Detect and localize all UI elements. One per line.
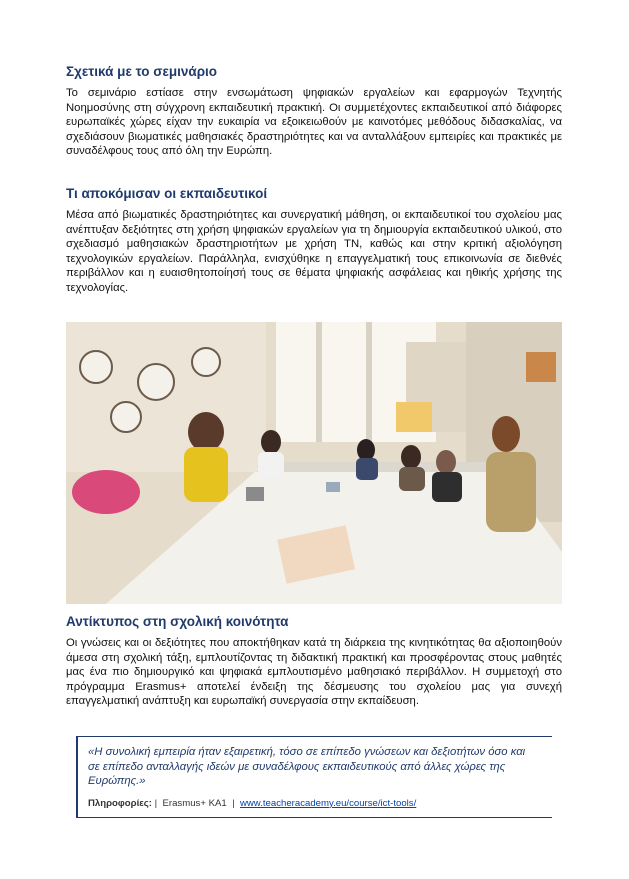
info-separator: | bbox=[154, 797, 158, 809]
section-school-impact bbox=[66, 614, 562, 709]
section-text-about: Το σεμινάριο εστίασε στην ενσωμάτωση ψηφιακών εργαλείων και εφαρμογών Τεχνητής Νοημοσύνης στη σύγχρονη εκπαιδευτική πρακτική. Οι συμμετέχοντες εκπαιδευτικοί από διάφορες ευρωπαϊκές χώρες είχαν την ευκαιρία να εξοικειωθούν με καινοτόμες μεθόδους διδασκαλίας, να σχεδιάσουν βιωματικές μαθησιακές δραστηριότητες και να ανταλλάξουν εμπειρίες και πρακτικές με συναδέλφους τους από όλη την Ευρώπη. bbox=[66, 87, 562, 158]
info-line bbox=[88, 798, 540, 809]
classroom-photo-illustration bbox=[66, 322, 562, 604]
section-heading-gains: Τι αποκόμισαν οι εκπαιδευτικοί bbox=[66, 186, 268, 201]
info-program: Erasmus+ KA1 bbox=[162, 797, 227, 809]
testimonial-box bbox=[76, 736, 552, 818]
section-heading-about: Σχετικά με το σεμινάριο bbox=[66, 64, 218, 79]
info-label: Πληροφορίες: bbox=[88, 797, 152, 809]
section-teacher-gains bbox=[66, 186, 562, 296]
section-text-impact: Οι γνώσεις και οι δεξιότητες που αποκτήθηκαν κατά τη διάρκεια της κινητικότητας θα αξιοποιηθούν άμεσα στη σχολική τάξη, εμπλουτίζοντας τη διδακτική πρακτική και προσφέροντας στους μαθητές μας ένα πιο δημιουργικό και ψηφιακά εμπλουτισμένο μαθησιακό περιβάλλον. Η συμμετοχή στο πρόγραμμα Erasmus+ αποτελεί ένδειξη της δέσμευσης του σχολείου μας για συνεχή επαγγελματική ανάπτυξη και ευρωπαϊκή συνεργασία στην εκπαίδευση. bbox=[66, 637, 562, 708]
section-text-gains: Μέσα από βιωματικές δραστηριότητες και συνεργατική μάθηση, οι εκπαιδευτικοί του σχολείου μας ανέπτυξαν δεξιότητες στη χρήση ψηφιακών εργαλείων για τη δημιουργία εκπαιδευτικού υλικού, στο σχεδιασμό μαθησιακών δραστηριοτήτων με χρήση ΤΝ, καθώς και στην κριτική αξιολόγηση τεχνολογικών εργαλείων. Παράλληλα, ενισχύθηκε η επαγγελματική τους επικοινωνία σε διεθνές περιβάλλον και η ευαισθητοποίησή τους σε θέματα ψηφιακής ασφάλειας και ηθικής χρήσης της τεχνολογίας. bbox=[66, 209, 562, 294]
section-heading-impact: Αντίκτυπος στη σχολική κοινότητα bbox=[66, 614, 289, 629]
seminar-photo bbox=[66, 322, 562, 604]
section-about-seminar bbox=[66, 64, 562, 158]
testimonial-quote: «Η συνολική εμπειρία ήταν εξαιρετική, τόσο σε επίπεδο γνώσεων και δεξιοτήτων όσο και σε επίπεδο ανταλλαγής ιδεών με συναδέλφους εκπαιδευτικούς από άλλες χώρες της Ευρώπης.» bbox=[88, 746, 526, 788]
course-link[interactable]: www.teacheracademy.eu/course/ict-tools/ bbox=[239, 797, 417, 809]
info-separator: | bbox=[232, 797, 235, 809]
